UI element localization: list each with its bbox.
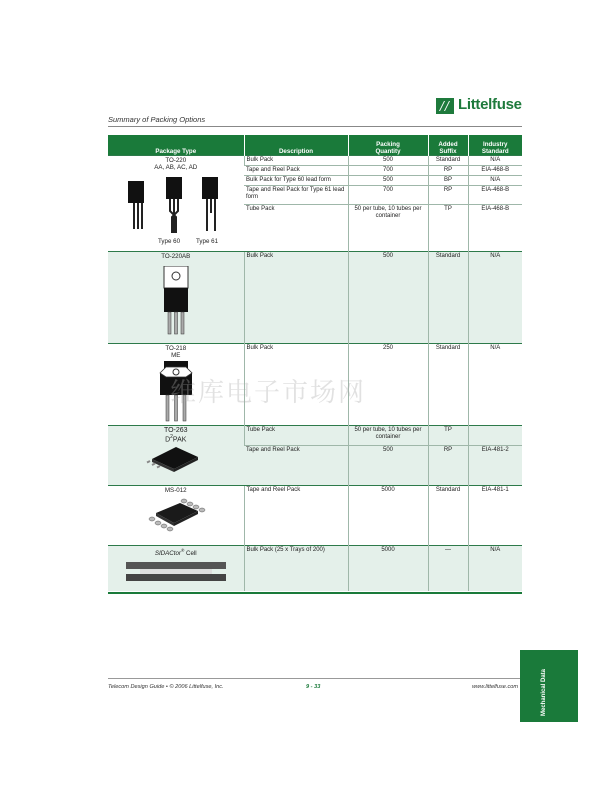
divider: [108, 126, 522, 127]
table-cell: 5000: [348, 545, 428, 591]
table-cell: Tape and Reel Pack: [244, 445, 348, 485]
table-cell: N/A: [468, 155, 522, 165]
package-cell: TO-218 ME: [108, 343, 244, 425]
table-cell: Tube Pack: [244, 205, 348, 251]
column-header: Packing Quantity: [348, 135, 428, 155]
side-tab-label: Mechanical Data: [541, 668, 547, 716]
package-cell: SIDACtor® Cell: [108, 545, 244, 591]
table-cell: EIA-468-B: [468, 165, 522, 175]
table-cell: TP: [428, 205, 468, 251]
type-60-caption: Type 60: [158, 237, 181, 245]
table-cell: N/A: [468, 545, 522, 591]
table-cell: Bulk Pack (25 x Trays of 200): [244, 545, 348, 591]
section-title: Summary of Packing Options: [108, 115, 206, 124]
to263-package-icon: [146, 445, 206, 475]
side-tab-mechanical-data[interactable]: [520, 650, 578, 722]
table-cell: [468, 425, 522, 445]
table-cell: Standard: [428, 343, 468, 425]
table-cell: Bulk Pack: [244, 343, 348, 425]
package-cell: TO-220AB: [108, 251, 244, 343]
table-row: [108, 251, 522, 343]
table-cell: 500: [348, 155, 428, 165]
table-cell: 500: [348, 445, 428, 485]
table-cell: 700: [348, 186, 428, 205]
package-cell: TO-263 $D^2PAK$: [108, 425, 244, 485]
table-cell: Bulk Pack: [244, 155, 348, 165]
table-cell: —: [428, 545, 468, 591]
table-row: [108, 485, 522, 545]
to220-package-icon: [110, 175, 240, 239]
footer-left: Telecom Design Guide • © 2006 Littelfuse, Inc.: [108, 684, 224, 690]
table-cell: EIA-468-B: [468, 205, 522, 251]
littelfuse-logo-icon: [436, 98, 454, 114]
ms012-package-icon: [144, 497, 208, 533]
table-cell: EIA-468-B: [468, 186, 522, 205]
to220ab-package-icon: [156, 266, 196, 336]
table-cell: 500: [348, 251, 428, 343]
table-cell: N/A: [468, 343, 522, 425]
table-cell: 5000: [348, 485, 428, 545]
column-header: Description: [244, 135, 348, 155]
table-row: [108, 155, 522, 165]
watermark: 维库电子市场网: [170, 378, 367, 408]
footer-url[interactable]: www.littelfuse.com: [472, 684, 519, 690]
table-cell: EIA-481-1: [468, 485, 522, 545]
column-header: Package Type: [108, 135, 244, 155]
table-cell: RP: [428, 186, 468, 205]
package-cell: TO-220 AA, AB, AC, AD Type 60 Type 61: [108, 155, 244, 251]
table-cell: Standard: [428, 485, 468, 545]
table-row: [108, 425, 522, 445]
table-cell: 50 per tube, 10 tubes per container: [348, 425, 428, 445]
table-cell: Tube Pack: [244, 425, 348, 445]
table-cell: 50 per tube, 10 tubes per container: [348, 205, 428, 251]
sidactor-cell-icon: [126, 560, 226, 584]
table-cell: Tape and Reel Pack: [244, 485, 348, 545]
table-cell: RP: [428, 445, 468, 485]
table-cell: N/A: [468, 251, 522, 343]
table-cell: Tape and Reel Pack for Type 61 lead form: [244, 186, 348, 205]
table-cell: BP: [428, 176, 468, 186]
table-cell: Tape and Reel Pack: [244, 165, 348, 175]
footer-page-number: 9 - 33: [306, 684, 321, 690]
table-cell: 250: [348, 343, 428, 425]
table-cell: Standard: [428, 251, 468, 343]
table-bottom-rule: [108, 592, 522, 594]
littelfuse-logo: [436, 96, 524, 118]
table-cell: Standard: [428, 155, 468, 165]
table-cell: 700: [348, 165, 428, 175]
table-cell: RP: [428, 165, 468, 175]
table-row: [108, 545, 522, 591]
table-cell: Bulk Pack for Type 60 lead form: [244, 176, 348, 186]
table-cell: TP: [428, 425, 468, 445]
table-cell: N/A: [468, 176, 522, 186]
column-header: Added Suffix: [428, 135, 468, 155]
footer-divider: [108, 678, 522, 679]
brand-name: Littelfuse: [458, 96, 522, 113]
type-61-caption: Type 61: [196, 237, 219, 245]
package-cell: MS-012: [108, 485, 244, 545]
table-cell: EIA-481-2: [468, 445, 522, 485]
table-cell: Bulk Pack: [244, 251, 348, 343]
column-header: Industry Standard: [468, 135, 522, 155]
packing-options-table: [108, 135, 522, 591]
table-cell: 500: [348, 176, 428, 186]
